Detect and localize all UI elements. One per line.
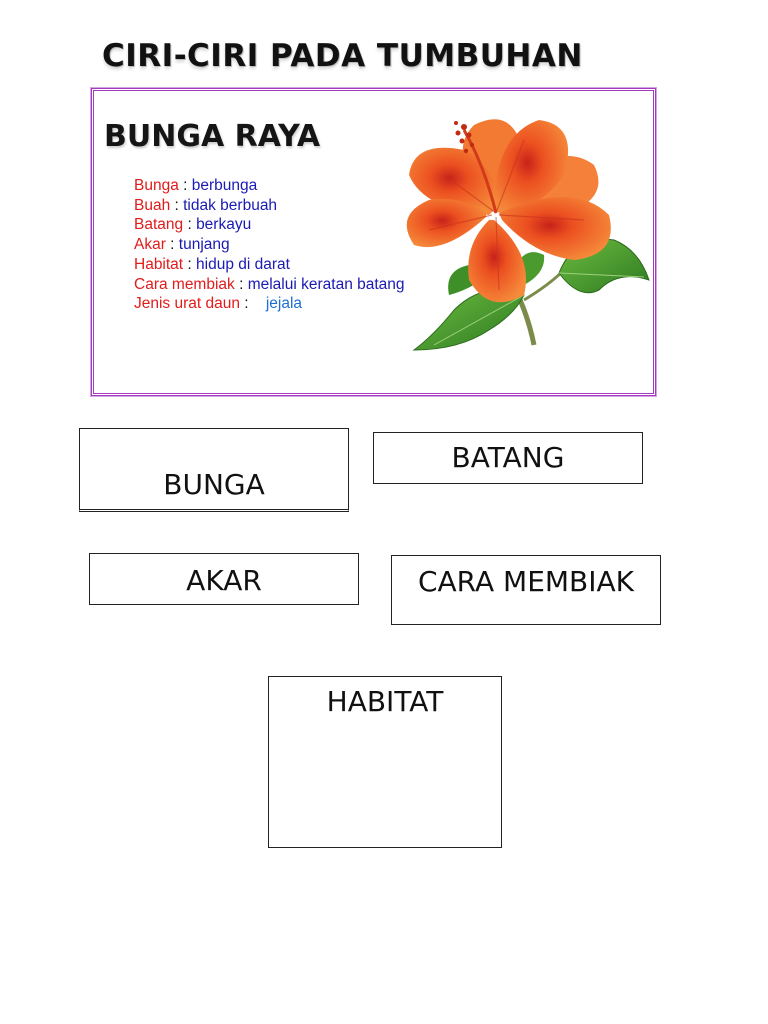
trait-row [134,215,405,235]
worksheet-title: CIRI-CIRI PADA TUMBUHAN [102,38,583,74]
trait-row [134,176,405,196]
trait-key: Buah [134,196,171,214]
trait-key: Bunga [134,177,179,194]
trait-separator: : [240,295,266,313]
trait-value: tidak berbuah [183,196,278,214]
trait-separator: : [234,275,248,293]
trait-separator: : [165,236,179,254]
batang-label-box [373,432,643,484]
akar-label-box [89,553,359,605]
cara-membiak-label-box [391,555,661,625]
trait-value: tunjang [178,236,230,254]
plant-name-heading: BUNGA RAYA [104,119,321,154]
akar-label: AKAR [186,564,262,597]
trait-row [134,275,405,295]
hibiscus-flower-icon [374,95,650,355]
trait-row [134,235,405,255]
trait-value: jejala [265,295,303,313]
trait-row [134,255,405,275]
trait-list [134,176,405,314]
worksheet-image [40,14,624,412]
plant-info-box [91,88,656,396]
cara-membiak-label: CARA MEMBIAK [417,565,635,598]
trait-value: melalui keratan batang [247,275,405,293]
habitat-label: HABITAT [326,685,444,718]
trait-key: Habitat [134,255,184,273]
trait-separator: : [178,177,192,194]
habitat-label-box [268,676,502,848]
batang-label: BATANG [451,441,565,474]
trait-key: Batang [134,216,184,234]
trait-key: Cara membiak [134,275,235,293]
trait-value: berkayu [196,216,252,234]
trait-key: Jenis urat daun [134,295,240,313]
trait-separator: : [170,196,184,214]
trait-separator: : [183,255,197,273]
trait-key: Akar [134,236,166,254]
trait-separator: : [183,216,197,234]
trait-row [134,196,405,216]
bunga-label-box [79,428,349,512]
trait-value: berbunga [191,177,258,194]
trait-value: hidup di darat [196,255,290,273]
trait-row [134,294,405,314]
bunga-label: BUNGA [163,468,265,501]
